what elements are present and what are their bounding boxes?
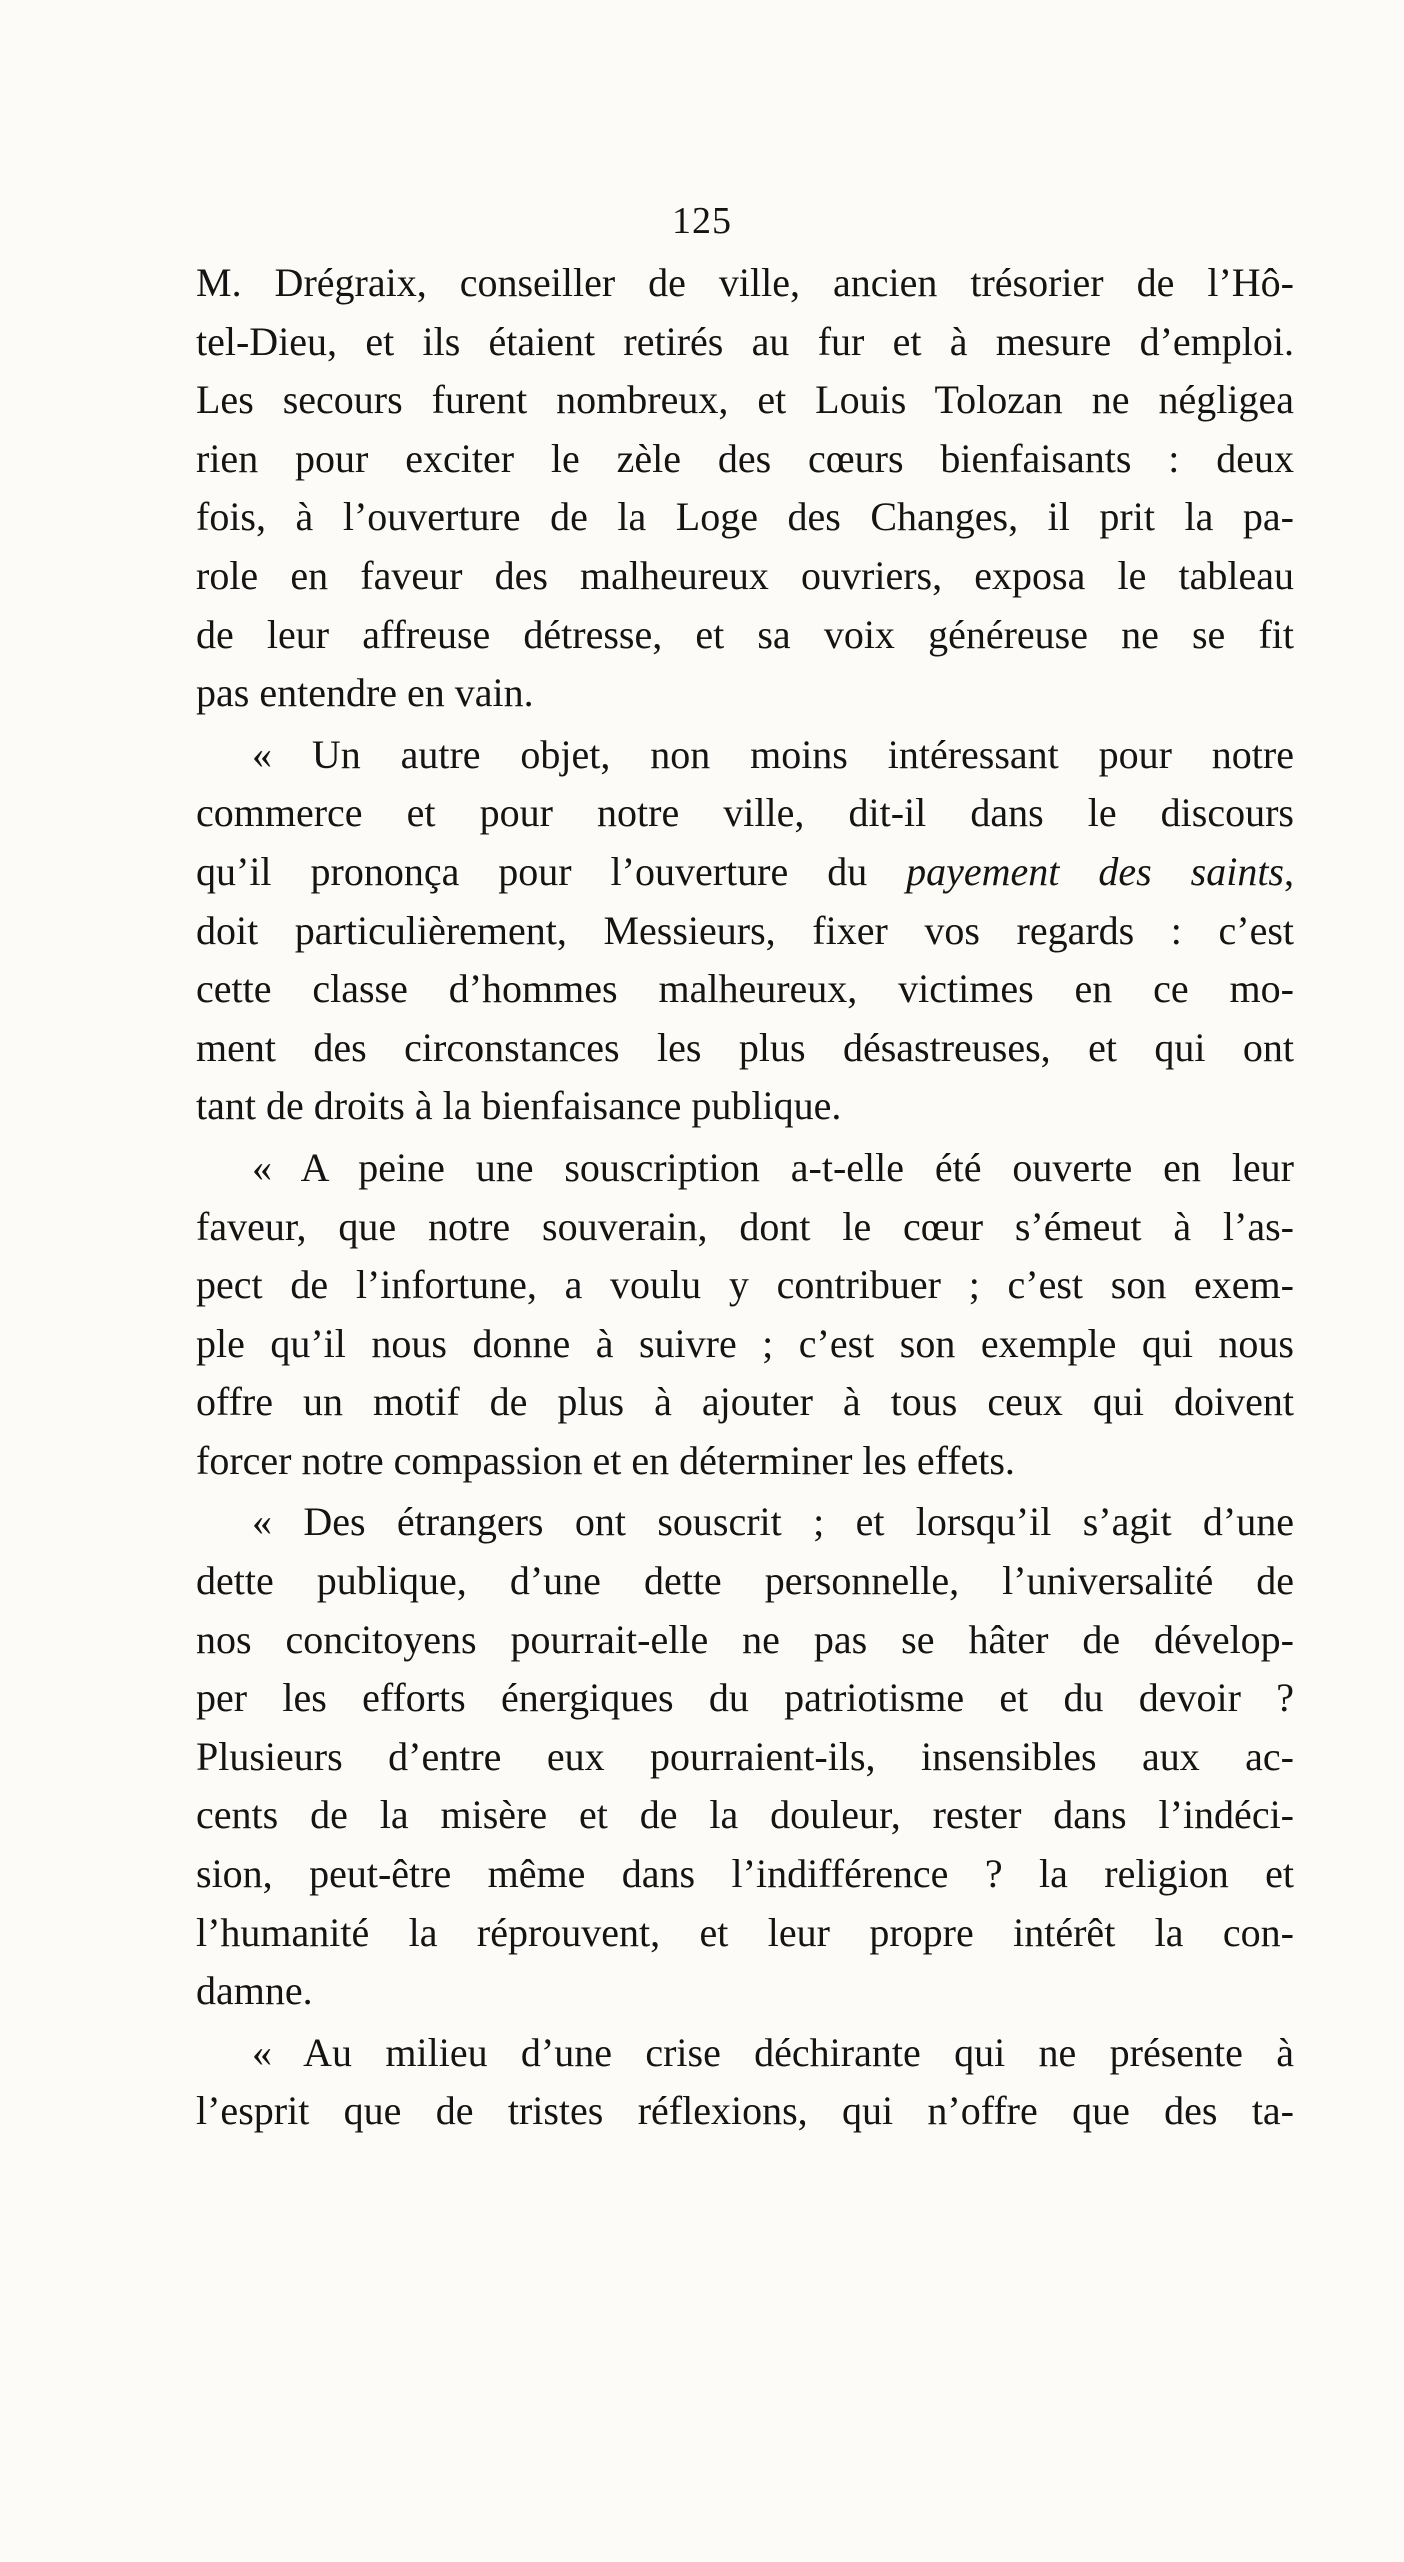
page-number: 125: [672, 200, 732, 242]
text-line: dette publique, d’une dette personnelle, l’universalité de: [196, 1558, 1294, 1604]
text-line: « Des étrangers ont souscrit ; et lorsqu’il s’agit d’une: [252, 1499, 1294, 1545]
text-line: l’esprit que de tristes réflexions, qui n’offre que des ta-: [196, 2088, 1294, 2134]
paragraph: [196, 726, 1294, 1136]
paragraph: [196, 254, 1294, 723]
emphasis-text: payement des saints: [906, 848, 1284, 894]
text-line: « Au milieu d’une crise déchirante qui ne présente à: [252, 2029, 1294, 2075]
text-line: « Un autre objet, non moins intéressant pour notre: [252, 731, 1294, 777]
text-line: fois, à l’ouverture de la Loge des Changes, il prit la pa-: [196, 494, 1294, 540]
text-line: l’humanité la réprouvent, et leur propre intérêt la con-: [196, 1909, 1294, 1955]
text-line: de leur affreuse détresse, et sa voix généreuse ne se fit: [196, 611, 1294, 657]
text-line: cette classe d’hommes malheureux, victimes en ce mo-: [196, 966, 1294, 1012]
paragraph: [196, 1493, 1294, 2020]
text-line: Plusieurs d’entre eux pourraient-ils, insensibles aux ac-: [196, 1733, 1294, 1779]
text-line: doit particulièrement, Messieurs, fixer vos regards : c’est: [196, 907, 1294, 953]
paragraph: [196, 2024, 1294, 2141]
body-text: [196, 254, 1294, 2141]
text-line: damne.: [196, 1968, 313, 2014]
text-line: tel-Dieu, et ils étaient retirés au fur et à mesure d’emploi.: [196, 318, 1294, 364]
text-line: tant de droits à la bienfaisance publique.: [196, 1083, 842, 1129]
text-line: cents de la misère et de la douleur, rester dans l’indéci-: [196, 1792, 1294, 1838]
text-line: « A peine une souscription a-t-elle été ouverte en leur: [252, 1144, 1294, 1190]
text-line: commerce et pour notre ville, dit-il dans le discours: [196, 790, 1294, 836]
text-line: rien pour exciter le zèle des cœurs bienfaisants : deux: [196, 435, 1294, 481]
text-line: pect de l’infortune, a voulu y contribuer ; c’est son exem-: [196, 1262, 1294, 1308]
text-line: pas entendre en vain.: [196, 670, 534, 716]
text-line: ment des circonstances les plus désastreuses, et qui ont: [196, 1024, 1294, 1070]
text-line: Les secours furent nombreux, et Louis Tolozan ne négligea: [196, 377, 1294, 423]
text-line: ple qu’il nous donne à suivre ; c’est son exemple qui nous: [196, 1320, 1294, 1366]
text-line: role en faveur des malheureux ouvriers, exposa le tableau: [196, 552, 1294, 598]
paragraph: [196, 1139, 1294, 1491]
text-line: faveur, que notre souverain, dont le cœur s’émeut à l’as-: [196, 1203, 1294, 1249]
text-line: per les efforts énergiques du patriotisme et du devoir ?: [196, 1675, 1294, 1721]
text-line: nos concitoyens pourrait-elle ne pas se hâter de dévelop-: [196, 1616, 1294, 1662]
text-line: M. Drégraix, conseiller de ville, ancien trésorier de l’Hô-: [196, 260, 1294, 305]
text-line: qu’il prononça pour l’ouverture du payement des saints,: [196, 848, 1294, 894]
text-line: sion, peut-être même dans l’indifférence ? la religion et: [196, 1851, 1294, 1897]
text-line: offre un motif de plus à ajouter à tous ceux qui doivent: [196, 1379, 1294, 1425]
text-line: forcer notre compassion et en déterminer les effets.: [196, 1437, 1015, 1483]
